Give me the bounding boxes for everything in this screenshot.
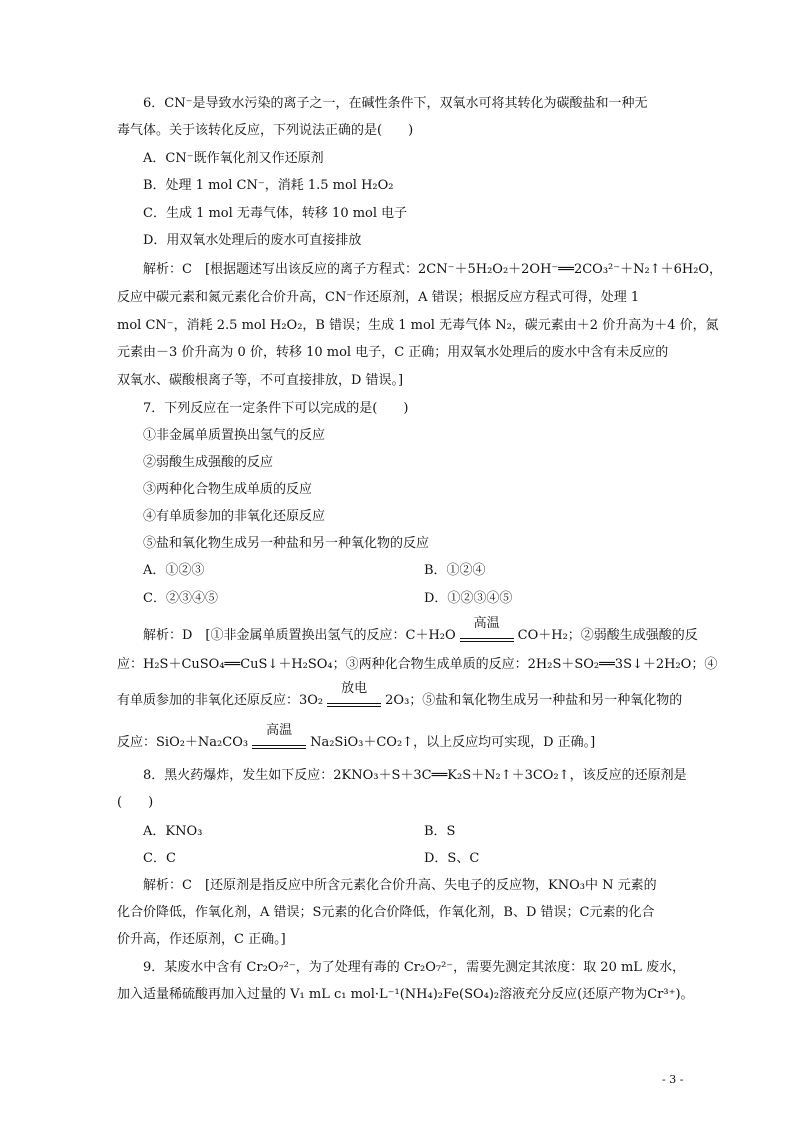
q7-answer-line4-part1: 反应：SiO₂＋Na₂CO₃ [117,735,249,750]
page-number: - 3 - [662,1073,684,1086]
q7-answer-line4 [117,723,596,751]
q8-stem-line1: 8．黑火药爆炸，发生如下反应：2KNO₃＋S＋3C══K₂S＋N₂↑＋3CO₂↑，该反应的还原剂是 [143,768,687,783]
condition-high-temp-label: 高温 [473,616,500,631]
q9-stem-line1: 9．某废水中含有 Cr₂O₇²⁻，为了处理有毒的 Cr₂O₇²⁻，需要先测定其浓度：取 20 mL 废水， [143,960,686,975]
q7-item-3: ③两种化合物生成单质的反应 [143,482,313,497]
q7-answer-line1 [143,616,698,644]
q6-stem-line2: 毒气体。关于该转化反应，下列说法正确的是( ) [117,123,414,138]
q7-answer-line3-part1: 有单质参加的非氧化还原反应：3O₂ [117,693,324,708]
q9-stem-line2: 加入适量稀硫酸再加入过量的 V₁ mL c₁ mol·L⁻¹(NH₄)₂Fe(SO₄)₂溶液充分反应(还原产物为Cr³⁺)。 [117,987,694,1002]
condition-high-temp-2 [252,723,306,751]
q7-option-a: A．①②③ [143,563,205,578]
q7-answer-line1-part2: CO＋H₂；②弱酸生成强酸的反 [517,628,698,643]
q6-answer-line3: mol CN⁻，消耗 2.5 mol H₂O₂，B 错误；生成 1 mol 无毒气体 N₂，碳元素由＋2 价升高为＋4 价，氮 [117,318,719,333]
q6-answer-line2: 反应中碳元素和氮元素化合价升高，CN⁻作还原剂，A 错误；根据反应方程式可得，处理 1 [117,290,640,305]
q7-option-b: B．①②④ [424,563,486,578]
q7-option-c: C．②③④⑤ [143,591,218,606]
q7-item-5: ⑤盐和氧化物生成另一种盐和另一种氧化物的反应 [143,536,430,551]
q8-option-c: C．C [143,851,176,866]
condition-high-temp [460,616,514,644]
condition-discharge [327,681,381,709]
q8-answer-line3: 价升高，作还原剂，C 正确。] [117,932,286,947]
q7-answer-line3 [117,681,683,709]
condition-high-temp-2-label: 高温 [266,723,293,738]
q7-item-4: ④有单质参加的非氧化还原反应 [143,509,326,524]
q6-option-b: B．处理 1 mol CN⁻，消耗 1.5 mol H₂O₂ [143,178,394,193]
q6-option-d: D．用双氧水处理后的废水可直接排放 [143,233,362,248]
q8-option-a: A．KNO₃ [143,824,203,839]
q6-option-c: C．生成 1 mol 无毒气体，转移 10 mol 电子 [143,206,408,221]
q6-answer-line1: 解析：C [根据题述写出该反应的离子方程式：2CN⁻＋5H₂O₂＋2OH⁻══2CO₃²⁻＋N₂↑＋6H₂O， [143,262,723,277]
q7-answer-line1-part1: 解析：D [①非金属单质置换出氢气的反应：C＋H₂O [143,628,456,643]
q7-option-d: D．①②③④⑤ [424,591,513,606]
q7-answer-line2: 应：H₂S＋CuSO₄══CuS↓＋H₂SO₄；③两种化合物生成单质的反应：2H₂S＋SO₂══3S↓＋2H₂O；④ [117,657,718,672]
q8-answer-line2: 化合价降低，作氧化剂，A 错误；S元素的化合价降低，作氧化剂，B、D 错误；C元素的化合 [117,905,655,920]
q7-stem: 7．下列反应在一定条件下可以完成的是( ) [143,401,409,416]
q6-option-a: A．CN⁻既作氧化剂又作还原剂 [143,151,324,166]
q8-stem-line2: ( ) [117,795,154,810]
q7-answer-line3-part2: 2O₃；⑤盐和氧化物生成另一种盐和另一种氧化物的 [385,693,683,708]
q7-item-1: ①非金属单质置换出氢气的反应 [143,428,326,443]
q6-answer-line5: 双氧水、碳酸根离子等，不可直接排放，D 错误。] [117,373,404,388]
q8-option-d: D．S、C [424,851,480,866]
q8-answer-line1: 解析：C [还原剂是指反应中所含元素化合价升高、失电子的反应物，KNO₃中 N 元素的 [143,878,657,893]
q6-answer-line4: 元素由－3 价升高为 0 价，转移 10 mol 电子，C 正确；用双氧水处理后的废水中含有未反应的 [117,345,669,360]
condition-discharge-label: 放电 [341,681,368,696]
q7-answer-line4-part2: Na₂SiO₃＋CO₂↑，以上反应均可实现，D 正确。] [310,735,596,750]
q6-stem-line1: 6．CN⁻是导致水污染的离子之一，在碱性条件下，双氧水可将其转化为碳酸盐和一种无 [143,96,648,111]
q8-option-b: B．S [424,824,456,839]
q7-item-2: ②弱酸生成强酸的反应 [143,455,274,470]
